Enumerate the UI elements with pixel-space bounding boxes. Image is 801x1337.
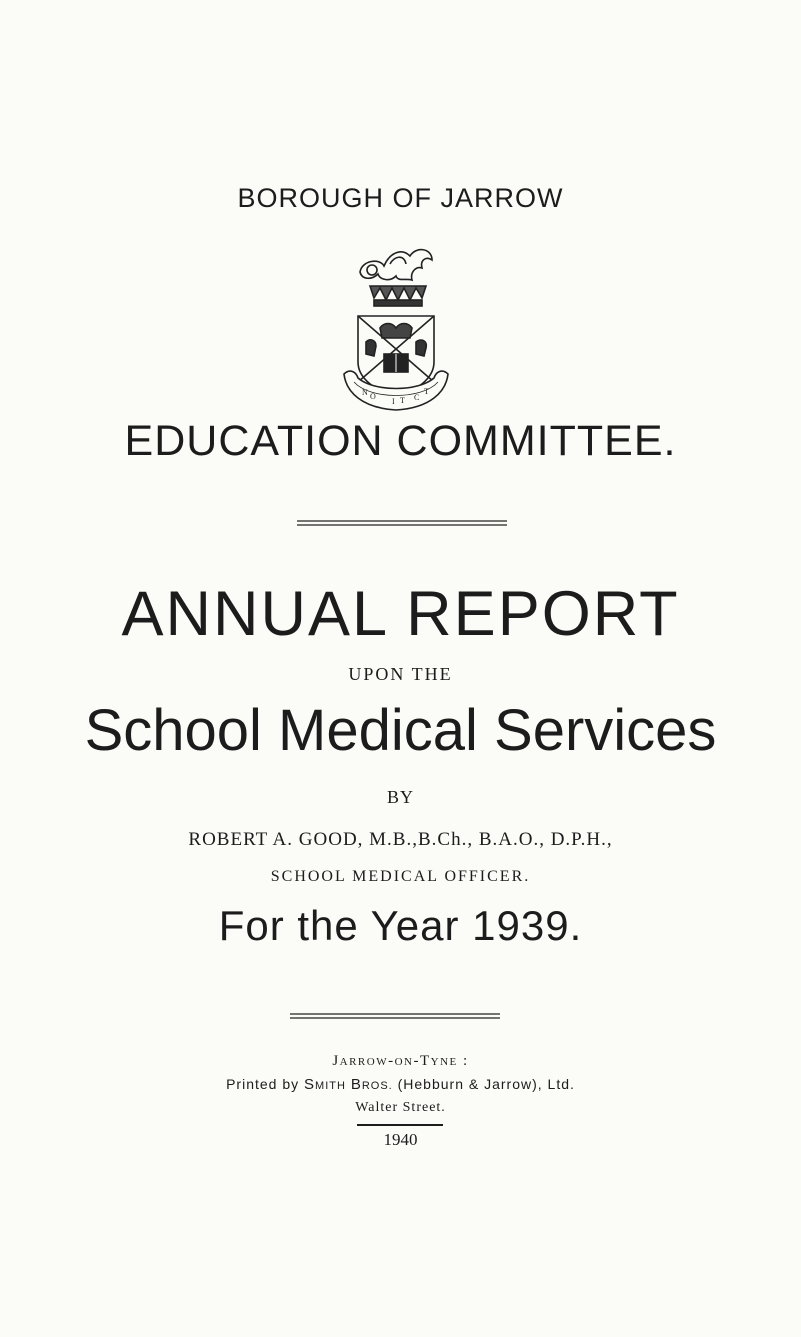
publication-year: 1940 <box>383 1130 418 1149</box>
printer-suffix: (Hebburn & Jarrow), Ltd. <box>397 1076 575 1092</box>
double-rule <box>290 1012 500 1020</box>
imprint-street: Walter Street. <box>355 1100 446 1115</box>
svg-text:I: I <box>392 397 395 406</box>
report-title: ANNUAL REPORT <box>121 579 680 649</box>
double-rule <box>297 519 507 527</box>
borough-crest-icon <box>340 242 452 412</box>
report-subject: School Medical Services <box>84 698 717 763</box>
printer-bros-rest: ROS. <box>361 1080 393 1092</box>
officer-role: SCHOOL MEDICAL OFFICER. <box>270 868 531 885</box>
upon-the-label: UPON THE <box>348 664 453 684</box>
svg-text:O: O <box>370 392 376 401</box>
by-label: BY <box>386 787 414 807</box>
printer-bros-cap: B <box>350 1076 362 1093</box>
report-year: For the Year 1939. <box>218 902 583 949</box>
svg-text:N: N <box>362 388 368 397</box>
printer-name-rest: MITH <box>315 1080 346 1092</box>
svg-text:C: C <box>414 393 420 402</box>
printer-name-cap: S <box>304 1076 316 1093</box>
committee-heading: EDUCATION COMMITTEE. <box>124 417 677 465</box>
svg-text:T: T <box>424 387 429 396</box>
imprint-printer <box>0 1076 801 1093</box>
borough-heading: BOROUGH OF JARROW <box>237 183 564 213</box>
author-line: ROBERT A. GOOD, M.B.,B.Ch., B.A.O., D.P.H., <box>188 829 613 850</box>
svg-text:T: T <box>400 396 405 405</box>
short-rule <box>357 1124 443 1126</box>
imprint-place: Jarrow-on-Tyne : <box>332 1053 469 1069</box>
printer-prefix: Printed by <box>226 1076 300 1092</box>
